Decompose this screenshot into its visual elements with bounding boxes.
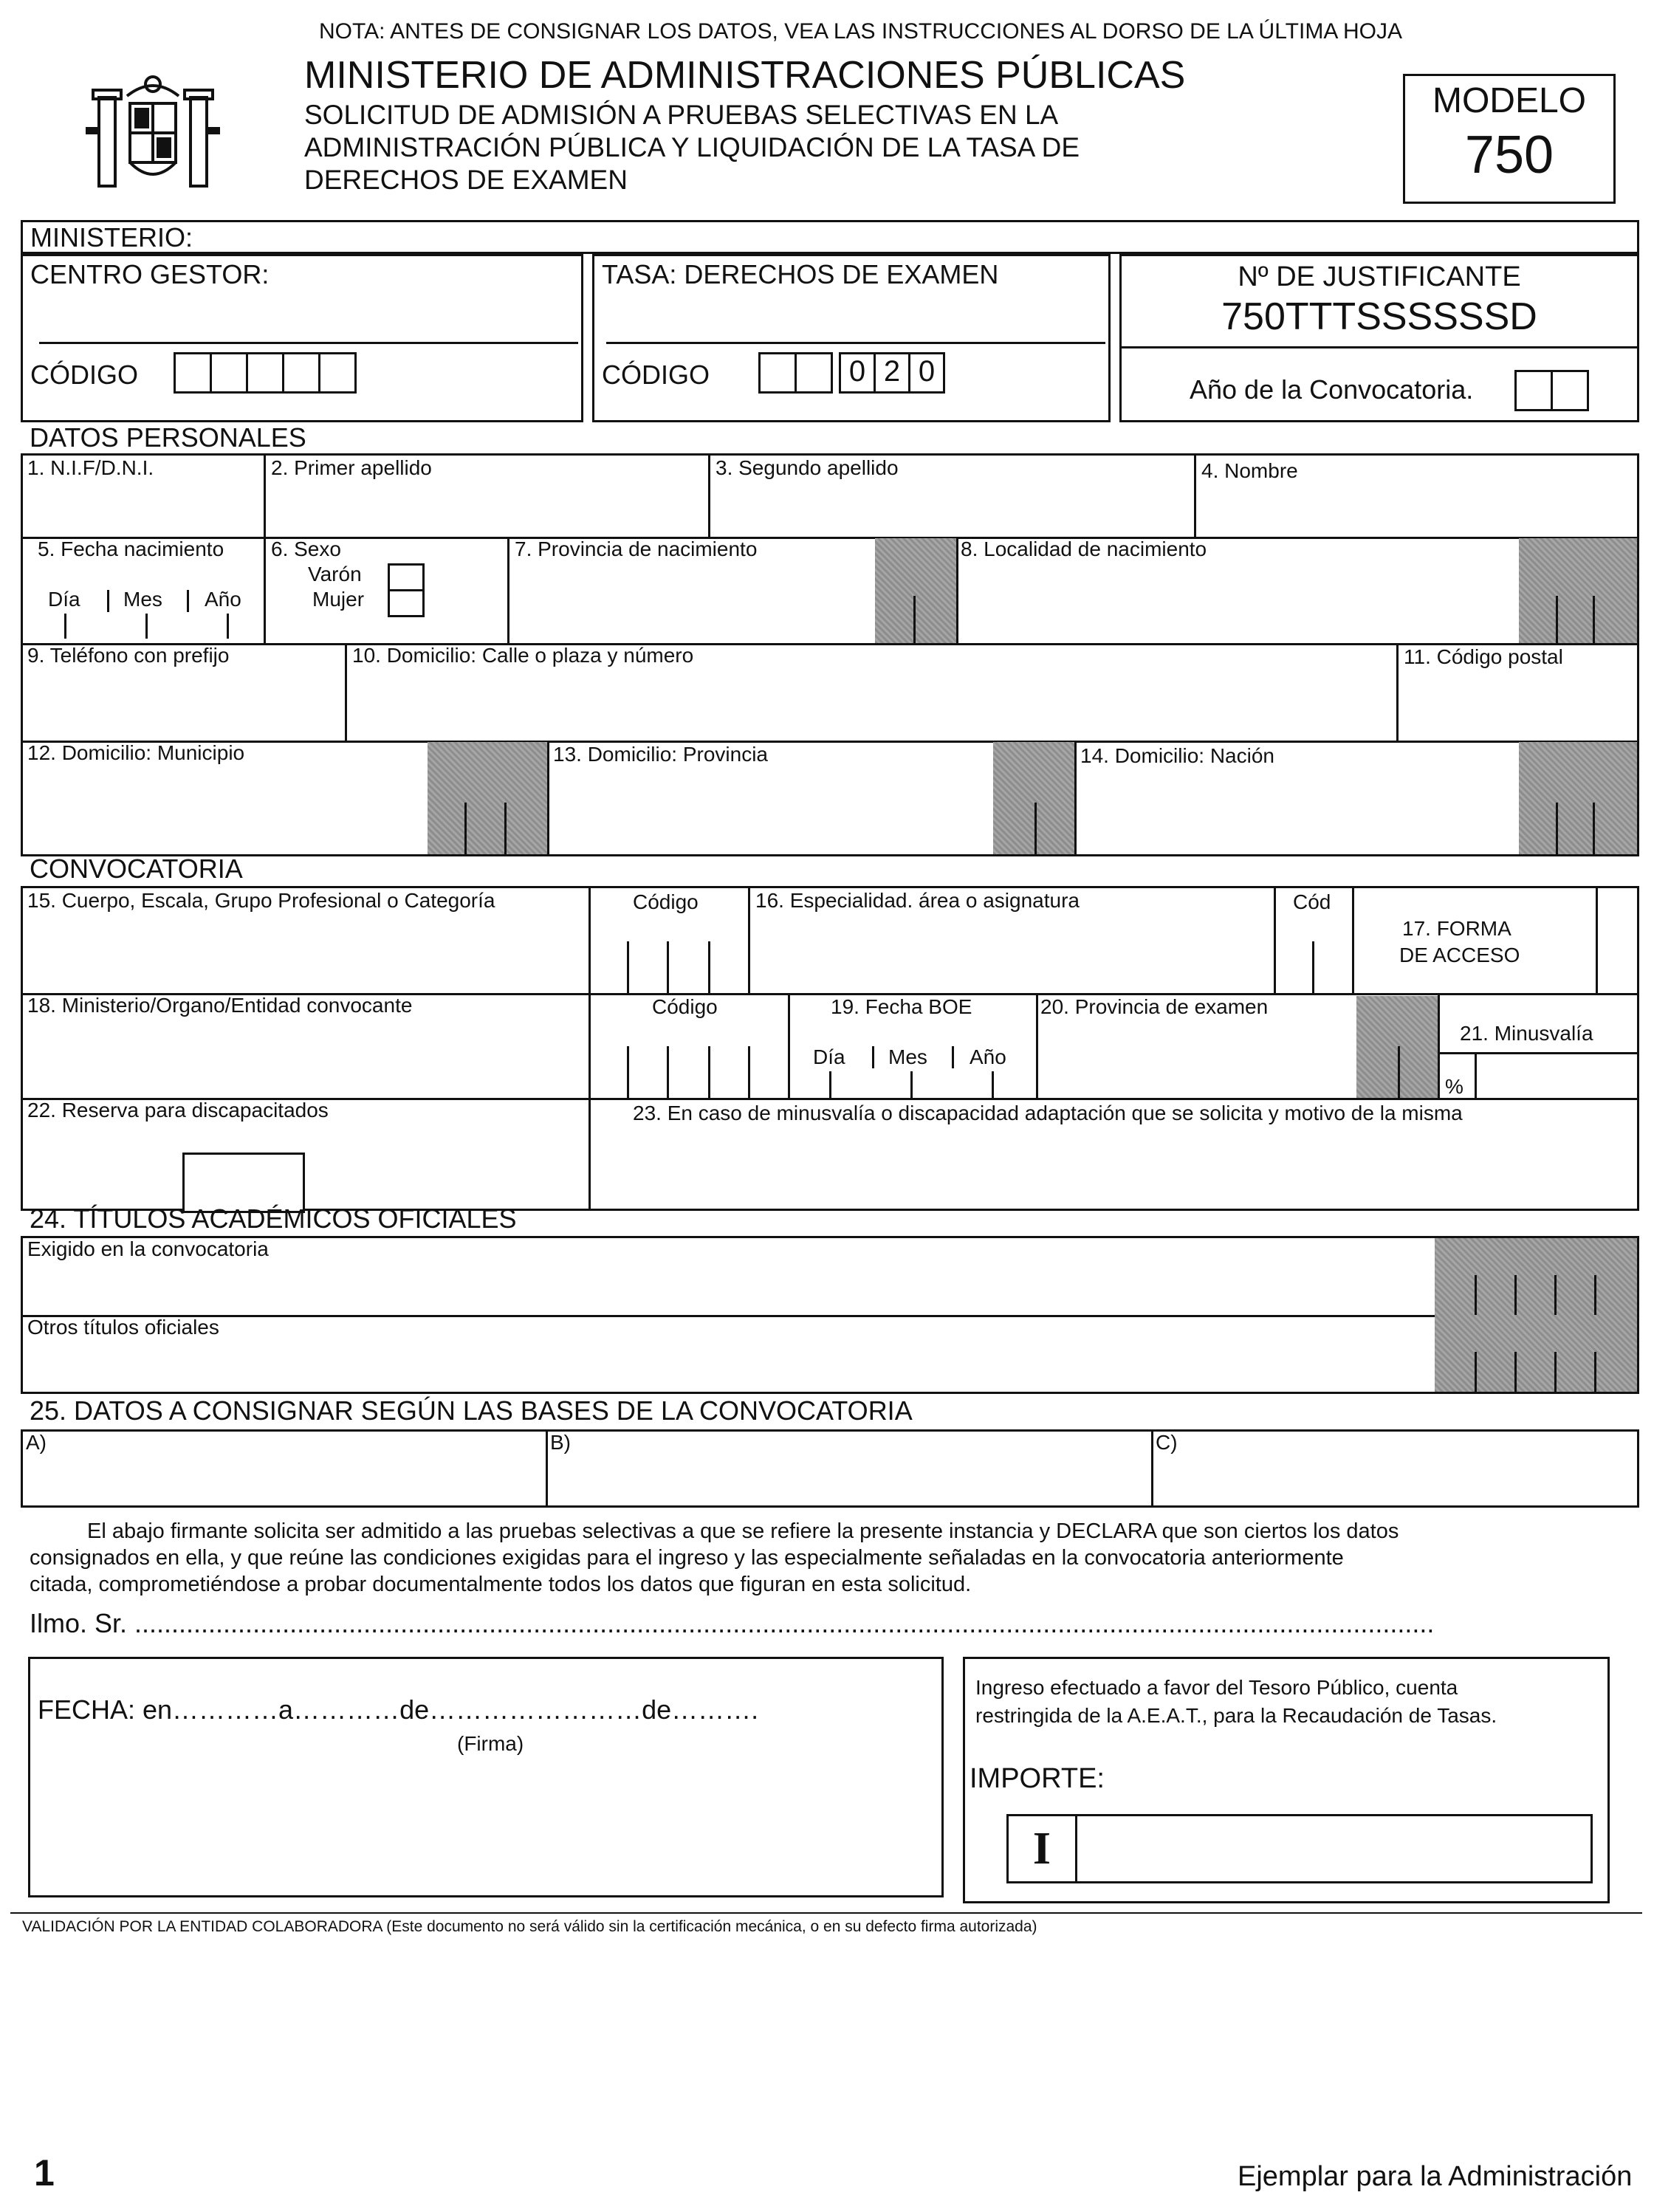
section-bases: 25. DATOS A CONSIGNAR SEGÚN LAS BASES DE LA CONVOCATORIA — [30, 1395, 913, 1426]
page-number: 1 — [34, 2152, 55, 2194]
checkbox-mujer[interactable] — [388, 589, 425, 617]
code-tick — [1556, 596, 1558, 643]
col-divider — [1151, 1432, 1153, 1505]
label-mujer: Mujer — [312, 588, 365, 611]
col-divider — [1438, 993, 1440, 1098]
field-minusvalia: 21. Minusvalía — [1460, 1022, 1593, 1045]
tasa-code-cell[interactable] — [758, 352, 797, 394]
col-divider — [588, 993, 591, 1098]
modelo-label: MODELO — [1432, 81, 1587, 120]
col-divider — [1396, 643, 1399, 741]
code-tick — [1475, 1352, 1477, 1392]
field-domicilio-municipio[interactable]: 12. Domicilio: Municipio — [27, 741, 245, 764]
row-divider — [23, 1315, 1637, 1317]
field-base-a[interactable]: A) — [26, 1431, 47, 1454]
code-tick[interactable] — [708, 941, 710, 993]
code-shade — [993, 742, 1074, 854]
label-forma-acceso-1: 17. FORMA — [1402, 917, 1511, 940]
label-codigo-convocante: Código — [652, 995, 718, 1018]
code-tick — [1593, 803, 1595, 854]
code-shade — [1519, 538, 1637, 643]
minusvalia-divider — [1438, 1052, 1637, 1054]
col-divider — [788, 993, 790, 1098]
tasa-code-cell: 2 — [874, 352, 910, 394]
field-domicilio-provincia[interactable]: 13. Domicilio: Provincia — [553, 743, 768, 766]
code-tick — [1514, 1352, 1517, 1392]
field-base-c[interactable]: C) — [1156, 1431, 1178, 1454]
code-shade — [1435, 1238, 1637, 1392]
modelo-number: 750 — [1464, 126, 1554, 185]
code-tick — [1554, 1352, 1557, 1392]
declaration-line-1: El abajo firmante solicita ser admitido a las pruebas selectivas a que se refiere la presente instancia y DECLARA que son ciertos los datos — [87, 1519, 1399, 1543]
code-shade — [428, 742, 547, 854]
centro-code-cell[interactable] — [174, 352, 212, 394]
code-shade — [1519, 742, 1637, 854]
date-tick[interactable] — [910, 1071, 913, 1098]
centro-code-cell[interactable] — [282, 352, 320, 394]
label-dia-boe: Día — [813, 1045, 845, 1068]
form-subtitle-2: ADMINISTRACIÓN PÚBLICA Y LIQUIDACIÓN DE LA TASA DE — [304, 132, 1080, 162]
label-mes: Mes — [123, 588, 162, 611]
field-domicilio-calle[interactable]: 10. Domicilio: Calle o plaza y número — [352, 644, 694, 667]
ministry-title: MINISTERIO DE ADMINISTRACIONES PÚBLICAS — [304, 54, 1186, 97]
label-varon: Varón — [308, 563, 362, 585]
field-nombre[interactable]: 4. Nombre — [1201, 459, 1298, 482]
col-divider — [1194, 456, 1196, 537]
date-tick[interactable] — [992, 1071, 994, 1098]
col-divider — [546, 1432, 548, 1505]
code-tick — [1594, 1275, 1596, 1315]
importe-field[interactable] — [1006, 1814, 1593, 1883]
ministerio-label: MINISTERIO: — [30, 222, 193, 253]
justificante-number: 750TTTSSSSSSD — [1221, 295, 1537, 338]
field-otros-titulos[interactable]: Otros títulos oficiales — [27, 1316, 219, 1339]
date-separator — [187, 590, 189, 612]
date-tick[interactable] — [829, 1071, 831, 1098]
col-divider — [1036, 993, 1038, 1098]
code-shade — [875, 538, 956, 643]
field-base-b[interactable]: B) — [550, 1431, 571, 1454]
ilmo-sr-line[interactable]: Ilmo. Sr. ................................................................................................................................................................................ — [30, 1608, 1435, 1638]
label-anio: Año — [205, 588, 241, 611]
code-tick[interactable] — [667, 941, 669, 993]
date-separator — [107, 590, 109, 612]
label-anio-boe: Año — [970, 1045, 1006, 1068]
importe-separator — [1075, 1816, 1077, 1881]
field-localidad-nacimiento[interactable]: 8. Localidad de nacimiento — [961, 537, 1207, 560]
col-divider — [264, 456, 266, 537]
col-divider — [748, 888, 750, 993]
centro-code-cell[interactable] — [318, 352, 357, 394]
justificante-divider — [1122, 346, 1637, 348]
row-divider — [23, 643, 1637, 645]
bases-box — [21, 1429, 1639, 1508]
modelo-box — [1403, 74, 1616, 204]
label-forma-acceso-2: DE ACCESO — [1399, 944, 1520, 966]
code-tick[interactable] — [627, 941, 629, 993]
col-divider — [1596, 888, 1598, 993]
col-divider — [345, 643, 347, 741]
code-tick — [504, 803, 507, 854]
field-titulo-exigido[interactable]: Exigido en la convocatoria — [27, 1237, 269, 1260]
code-tick[interactable] — [708, 1046, 710, 1098]
centro-gestor-label: CENTRO GESTOR: — [30, 259, 270, 289]
instruction-note: NOTA: ANTES DE CONSIGNAR LOS DATOS, VEA LAS INSTRUCCIONES AL DORSO DE LA ÚLTIMA HOJA — [319, 19, 1403, 44]
form-subtitle-1: SOLICITUD DE ADMISIÓN A PRUEBAS SELECTIVAS EN LA — [304, 100, 1059, 130]
convocatoria-box — [21, 886, 1639, 1211]
field-especialidad[interactable]: 16. Especialidad. área o asignatura — [755, 889, 1080, 912]
field-codigo-postal[interactable]: 11. Código postal — [1404, 645, 1563, 668]
currency-symbol: I — [1032, 1824, 1051, 1874]
centro-gestor-line[interactable] — [39, 342, 578, 344]
date-separator — [872, 1046, 874, 1068]
field-cuerpo-escala[interactable]: 15. Cuerpo, Escala, Grupo Profesional o Categoría — [27, 889, 495, 912]
code-tick — [1593, 596, 1595, 643]
field-telefono[interactable]: 9. Teléfono con prefijo — [27, 644, 230, 667]
code-tick[interactable] — [1312, 941, 1314, 993]
col-divider — [264, 537, 266, 643]
code-tick — [1475, 1275, 1477, 1315]
code-tick — [913, 596, 916, 643]
date-tick[interactable] — [145, 614, 148, 639]
label-percent: % — [1445, 1075, 1463, 1098]
declaration-line-3: citada, comprometiéndose a probar documentalmente todos los datos que figuran en esta solicitud. — [30, 1573, 972, 1596]
ministerio-field[interactable] — [21, 220, 1639, 254]
col-divider — [1074, 741, 1077, 854]
tasa-line[interactable] — [606, 342, 1105, 344]
declaration-line-2: consignados en ella, y que reúne las condiciones exigidas para el ingreso y las especialmente señaladas en la convocatoria anteriormente — [30, 1546, 1344, 1570]
centro-gestor-codigo-label: CÓDIGO — [30, 360, 139, 390]
date-tick[interactable] — [64, 614, 66, 639]
tasa-box — [592, 254, 1111, 422]
field-primer-apellido[interactable]: 2. Primer apellido — [271, 456, 432, 479]
code-tick — [1514, 1275, 1517, 1315]
checkbox-varon[interactable] — [388, 563, 425, 591]
field-nif[interactable]: 1. N.I.F/D.N.I. — [27, 456, 154, 479]
section-datos-personales: DATOS PERSONALES — [30, 422, 306, 453]
minusvalia-input[interactable] — [1479, 1055, 1634, 1096]
field-provincia-examen[interactable]: 20. Provincia de examen — [1040, 995, 1269, 1018]
importe-label: IMPORTE: — [970, 1763, 1105, 1794]
code-shade — [1356, 996, 1438, 1098]
tasa-codigo-label: CÓDIGO — [602, 360, 710, 390]
section-convocatoria: CONVOCATORIA — [30, 853, 243, 884]
field-ministerio-convocante[interactable]: 18. Ministerio/Organo/Entidad convocante — [27, 994, 413, 1017]
label-dia: Día — [48, 588, 80, 611]
validation-rule — [10, 1912, 1642, 1914]
validation-note: VALIDACIÓN POR LA ENTIDAD COLABORADORA (Este documento no será válido sin la certificación mecánica, o en su defecto firma autorizada) — [22, 1918, 1037, 1935]
copy-label: Ejemplar para la Administración — [1238, 2161, 1633, 2192]
col-divider — [956, 537, 958, 643]
col-divider — [588, 1098, 591, 1209]
field-segundo-apellido[interactable]: 3. Segundo apellido — [716, 456, 899, 479]
personal-data-box — [21, 453, 1639, 856]
col-divider — [1352, 888, 1354, 993]
code-tick — [1554, 1275, 1557, 1315]
centro-code-cell[interactable] — [246, 352, 284, 394]
anio-convocatoria-cell[interactable] — [1551, 370, 1589, 411]
col-divider — [547, 741, 549, 854]
code-tick[interactable] — [748, 1046, 750, 1098]
row-divider — [23, 741, 1637, 743]
tasa-label: TASA: DERECHOS DE EXAMEN — [602, 259, 999, 289]
field-domicilio-nacion[interactable]: 14. Domicilio: Nación — [1080, 744, 1274, 767]
code-tick — [464, 803, 467, 854]
tasa-code-cell: 0 — [839, 352, 876, 394]
centro-gestor-box — [21, 254, 583, 422]
anio-convocatoria-label: Año de la Convocatoria. — [1190, 374, 1474, 405]
col-divider — [1274, 888, 1276, 993]
label-cod-especialidad: Cód — [1293, 890, 1331, 913]
date-tick[interactable] — [227, 614, 229, 639]
justificante-box — [1119, 254, 1639, 422]
payment-text-2: restringida de la A.E.A.T., para la Recaudación de Tasas. — [975, 1704, 1497, 1727]
firma-label: (Firma) — [457, 1732, 524, 1755]
col-divider — [708, 456, 710, 537]
titulos-box — [21, 1236, 1639, 1394]
code-tick — [1034, 803, 1037, 854]
field-provincia-nacimiento[interactable]: 7. Provincia de nacimiento — [515, 537, 758, 560]
centro-code-cell[interactable] — [210, 352, 248, 394]
code-tick[interactable] — [627, 1046, 629, 1098]
coat-of-arms-icon — [83, 68, 223, 193]
minusvalia-separator — [1475, 1052, 1477, 1098]
code-tick — [1594, 1352, 1596, 1392]
tasa-code-cell: 0 — [908, 352, 945, 394]
code-tick — [1398, 1046, 1400, 1098]
form-subtitle-3: DERECHOS DE EXAMEN — [304, 165, 628, 195]
date-separator — [952, 1046, 954, 1068]
field-reserva-discapacitados: 22. Reserva para discapacitados — [27, 1099, 329, 1122]
col-divider — [507, 537, 509, 643]
signature-box[interactable] — [28, 1657, 944, 1897]
code-tick[interactable] — [667, 1046, 669, 1098]
payment-box — [963, 1657, 1610, 1903]
section-titulos: 24. TÍTULOS ACADÉMICOS OFICIALES — [30, 1203, 517, 1234]
fecha-line[interactable]: FECHA: en…………a…………de……………………de………. — [38, 1694, 759, 1725]
field-fecha-boe: 19. Fecha BOE — [831, 995, 972, 1018]
payment-text-1: Ingreso efectuado a favor del Tesoro Público, cuenta — [975, 1676, 1458, 1699]
label-codigo-cuerpo: Código — [633, 890, 699, 913]
field-fecha-nacimiento: 5. Fecha nacimiento — [38, 537, 224, 560]
field-sexo: 6. Sexo — [271, 537, 341, 560]
col-divider — [588, 888, 591, 993]
tasa-code-cell[interactable] — [795, 352, 833, 394]
code-tick — [1556, 803, 1558, 854]
justificante-label: Nº DE JUSTIFICANTE — [1238, 261, 1521, 292]
anio-convocatoria-cell[interactable] — [1514, 370, 1553, 411]
label-mes-boe: Mes — [888, 1045, 927, 1068]
field-adaptacion[interactable]: 23. En caso de minusvalía o discapacidad adaptación que se solicita y motivo de la misma — [633, 1102, 1463, 1124]
